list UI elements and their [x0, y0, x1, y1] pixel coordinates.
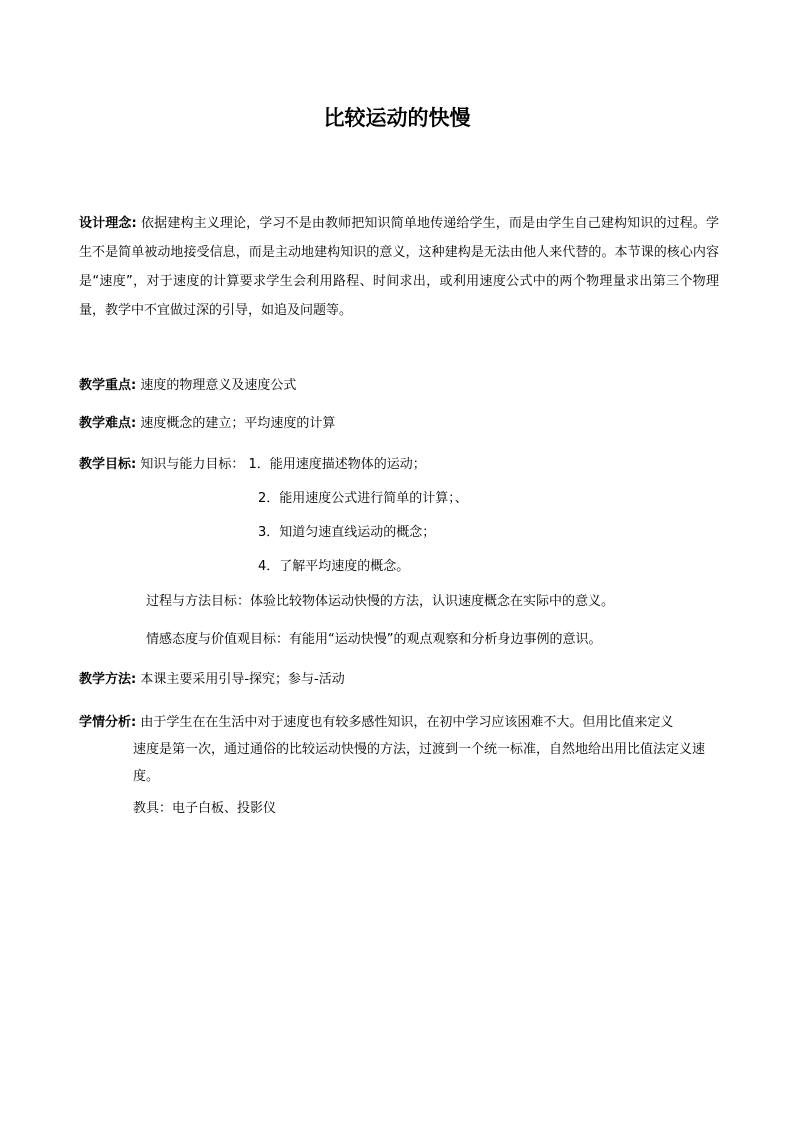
student-analysis-text: 速度是第一次，通过通俗的比较运动快慢的方法，过渡到一个统一标准，自然地给出用比值法定义速度。	[133, 742, 706, 784]
process-goal: 过程与方法目标：体验比较物体运动快慢的方法，认识速度概念在实际中的意义。	[146, 594, 615, 609]
design-concept-section	[79, 209, 719, 325]
teaching-difficulty-label: 教学难点:	[79, 416, 137, 431]
page-title: 比较运动的快慢	[323, 106, 471, 130]
teaching-method-label: 教学方法:	[79, 672, 137, 687]
student-analysis-first-line: 由于学生在在生活中对于速度也有较多感性知识，在初中学习应该困难不大。但用比值来定义	[140, 715, 674, 730]
teaching-difficulty-section	[79, 414, 335, 434]
teaching-focus-label: 教学重点:	[79, 378, 137, 393]
goal-item: 2．能用速度公式进行简单的计算；、	[258, 491, 468, 506]
student-analysis-section	[79, 709, 719, 790]
design-concept-text: 依据建构主义理论，学习不是由教师把知识简单地传递给学生，而是由学生自己建构知识的过程。学生不是简单被动地接受信息，而是主动地建构知识的意义，这种建构是无法由他人来代替的。本节课的核心内容是“速度”，对于速度的计算要求学生会利用路程、时间求出，或利用速度公式中的两个物理量求出第三个物理量，教学中不宜做过深的引导，如追及问题等。	[79, 216, 719, 318]
teaching-focus-section	[79, 376, 296, 396]
teaching-tools: 教具：电子白板、投影仪	[133, 801, 277, 816]
teaching-focus-text: 速度的物理意义及速度公式	[140, 378, 297, 393]
goal-item: 3．知道匀速直线运动的概念；	[258, 525, 436, 540]
emotion-goal: 情感态度与价值观目标：有能用“运动快慢”的观点观察和分析身边事例的意识。	[146, 632, 602, 647]
goal-item: 4．了解平均速度的概念。	[258, 559, 410, 574]
teaching-method-section	[79, 670, 345, 690]
design-concept-label: 设计理念:	[79, 216, 137, 231]
teaching-goals-label: 教学目标:	[79, 457, 137, 472]
teaching-goals-section	[79, 455, 426, 475]
teaching-difficulty-text: 速度概念的建立；平均速度的计算	[140, 416, 336, 431]
teaching-method-text: 本课主要采用引导-探究；参与-活动	[140, 672, 345, 687]
knowledge-goal-label: 知识与能力目标：	[140, 457, 245, 472]
student-analysis-label: 学情分析:	[79, 715, 137, 730]
goal-item: 1．能用速度描述物体的运动；	[248, 457, 426, 472]
